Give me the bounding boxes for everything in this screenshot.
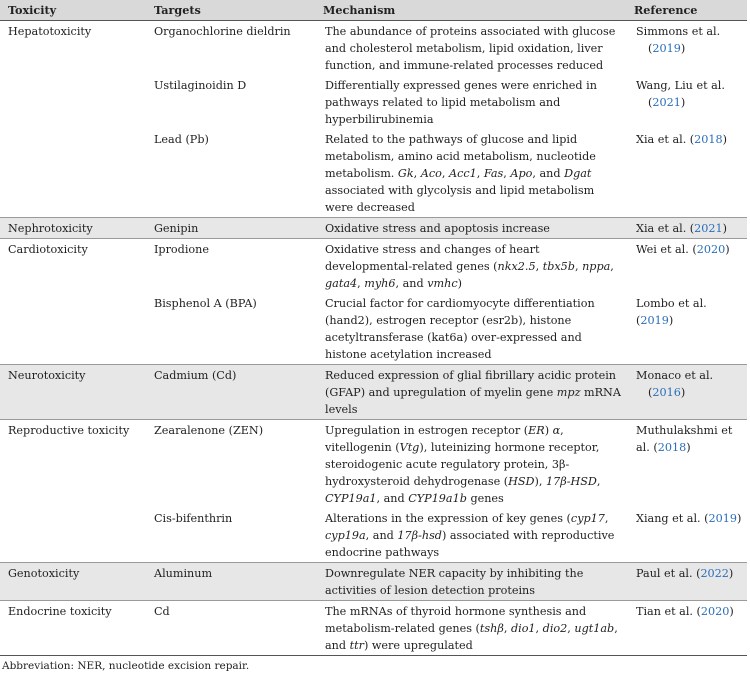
gene-name: α [552,424,561,437]
table-row [0,21,747,76]
toxicity-cell [0,75,146,129]
reference-author: Xia et al. [636,222,687,235]
gene-name: vmhc [427,277,458,290]
gene-name: Vtg [399,441,420,454]
gene-name: myh6 [364,277,396,290]
mechanism-cell: Oxidative stress and changes of heart developmental-related genes (nkx2.5, tbx5b, nppa, gata4, myh6, and vmhc) [315,239,626,294]
gene-name: Dgat [564,167,592,180]
target-cell: Iprodione [146,239,315,294]
target-cell: Ustilaginoidin D [154,79,247,92]
table-row [0,601,747,656]
mechanism-text: genes [466,492,504,505]
mechanism-cell: Related to the pathways of glucose and lipid metabolism, amino acid metabolism, nucleotide metabolism. Gk, Aco, Acc1, Fas, Apo, and Dgat associated with glycolysis and lipid metabolism were decreased [325,133,596,214]
target-cell: Cadmium (Cd) [146,365,315,420]
reference-year-link[interactable]: 2018 [657,441,687,454]
reference-year-link[interactable]: 2022 [700,567,729,580]
target-cell: Cd [146,601,315,656]
reference-cell: Simmons et al. (2019) [636,25,721,55]
mechanism-text: ) [457,277,463,290]
toxicity-cell [0,129,146,218]
gene-name: Apo [510,167,533,180]
toxicity-cell: Nephrotoxicity [0,218,146,239]
gene-name: ugt1ab [574,622,615,635]
mechanism-text: Upregulation in estrogen receptor ( [325,424,529,437]
mechanism-text: , vitellogenin ( [325,424,564,454]
gene-name: cyp17 [570,512,605,525]
reference-cell: Muthulakshmi et al. (2018) [626,420,747,509]
reference-cell: Xia et al. (2021) [626,218,747,239]
table-row [0,218,747,239]
reference-author: Lombo et al. [636,297,707,310]
reference-author: Xiang et al. [636,512,701,525]
reference-cell: Xiang et al. (2019) [636,512,742,525]
gene-name: tshβ [479,622,504,635]
gene-name: ttr [349,639,364,652]
reference-year-link[interactable]: 2020 [700,605,730,618]
reference-year-link[interactable]: 2020 [696,243,726,256]
gene-name: dio2 [542,622,568,635]
header-reference: Reference [626,0,747,21]
reference-author: Wei et al. [636,243,689,256]
mechanism-cell: Oxidative stress and apoptosis increase [315,218,626,239]
target-cell: Cis-bifenthrin [154,512,233,525]
table-row [0,239,747,294]
reference-year-link[interactable]: 2016 [652,386,681,399]
mechanism-text: , [503,622,511,635]
reference-cell: Xia et al. (2018) [636,133,728,146]
reference-year-link[interactable]: 2021 [652,96,681,109]
mechanism-text: The mRNAs of thyroid hormone synthesis and metabolism-related genes ( [325,605,587,635]
reference-author: Simmons et al. [636,25,721,38]
mechanism-text: , [567,622,575,635]
mechanism-text: ) were upregulated [363,639,473,652]
mechanism-text: ) associated with reproductive endocrine pathways [325,529,615,559]
table-header-row [0,0,747,21]
table-row [0,129,747,218]
reference-author: Monaco et al. [636,369,714,382]
reference-year-link[interactable]: 2021 [694,222,723,235]
mechanism-text: Reduced expression of glial fibrillary acidic protein (GFAP) and upregulation of myelin gene [325,369,617,399]
mechanism-cell: Differentially expressed genes were enriched in pathways related to lipid metabolism and hyperbilirubinemia [325,79,597,126]
toxicity-cell: Cardiotoxicity [0,239,146,294]
mechanism-text: associated with glycolysis and lipid metabolism were decreased [325,184,595,214]
target-cell: Organochlorine dieldrin [154,25,291,38]
table-row [0,508,747,563]
mechanism-text: Oxidative stress and changes of heart developmental-related genes ( [325,243,540,273]
toxicity-cell: Neurotoxicity [0,365,146,420]
mechanism-text: ), luteinizing hormone receptor, steroidogenic acute regulatory protein, 3β-hydroxysteroid dehydrogenase ( [325,441,600,488]
table-row [0,420,747,509]
reference-year-link[interactable]: 2018 [694,133,723,146]
reference-cell: Monaco et al. (2016) [626,365,747,420]
header-mechanism: Mechanism [315,0,626,21]
gene-name: nkx2.5 [497,260,536,273]
mechanism-text: , [604,512,609,525]
gene-name: gata4 [325,277,358,290]
toxicity-cell: Reproductive toxicity [0,420,146,509]
mechanism-text: ), [534,475,547,488]
target-cell: Aluminum [146,563,315,601]
gene-name: ER [528,424,545,437]
gene-name: CYP19a1b [408,492,467,505]
mechanism-cell [315,508,626,563]
reference-cell: Wang, Liu et al. (2021) [636,79,725,109]
mechanism-text: , [535,622,543,635]
reference-cell: Tian et al. (2020) [626,601,747,656]
reference-cell: Wei et al. (2020) [626,239,747,294]
gene-name: 17β-HSD [546,475,597,488]
target-cell: Genipin [146,218,315,239]
reference-author: Tian et al. [636,605,693,618]
mechanism-cell [315,365,626,420]
gene-name: Fas [483,167,504,180]
gene-name: Acc1 [448,167,477,180]
gene-name: 17β-hsd [397,529,442,542]
reference-cell: Lombo et al. (2019) [636,297,707,327]
toxicity-cell: Hepatotoxicity [8,25,92,38]
mechanism-text: mRNA levels [325,386,621,416]
toxicity-cell: Endocrine toxicity [0,601,146,656]
target-cell: Bisphenol A (BPA) [154,297,257,310]
mechanism-text: , and [325,622,618,652]
target-cell: Zearalenone (ZEN) [146,420,315,509]
gene-name: Gk [397,167,414,180]
mechanism-cell: Downregulate NER capacity by inhibiting the activities of lesion detection proteins [315,563,626,601]
mechanism-text: , [596,475,601,488]
reference-year-link[interactable]: 2019 [708,512,738,525]
abbreviation-footnote: Abbreviation: NER, nucleotide excision repair. [2,660,250,672]
gene-name: cyp19a [325,529,366,542]
mechanism-cell: Crucial factor for cardiomyocyte differentiation (hand2), estrogen receptor (esr2b), histone acetyltransferase (kat6a) over-expressed and histone acetylation increased [325,297,595,361]
header-toxicity: Toxicity [0,0,146,21]
mechanism-text: Alterations in the expression of key genes ( [325,512,571,525]
target-cell: Lead (Pb) [154,133,209,146]
gene-name: dio1 [510,622,536,635]
mechanism-text: , and [376,492,409,505]
reference-author: Wang, Liu et al. [636,79,725,92]
table-row [0,365,747,420]
reference-author: Xia et al. [636,133,687,146]
gene-name: nppa [582,260,611,273]
mechanism-text: ) [544,424,553,437]
toxicity-cell [0,293,146,365]
gene-name: mpz [556,386,581,399]
toxicity-cell [0,508,146,563]
table-row [0,293,747,365]
reference-author: Paul et al. [636,567,693,580]
mechanism-text: , and [365,529,398,542]
mechanism-cell [315,601,626,656]
gene-name: tbx5b [542,260,575,273]
reference-year-link[interactable]: 2019 [640,314,669,327]
gene-name: CYP19a1 [325,492,377,505]
mechanism-cell [315,420,626,509]
reference-year-link[interactable]: 2019 [652,42,681,55]
header-targets: Targets [146,0,315,21]
table-row [0,563,747,601]
mechanism-text: Related to the pathways of glucose and lipid metabolism, amino acid metabolism, nucleotide metabolism. [325,133,596,180]
table-row [0,75,747,129]
gene-name: HSD [508,475,535,488]
toxicity-cell: Genotoxicity [0,563,146,601]
gene-name: Aco [420,167,442,180]
mechanism-cell: The abundance of proteins associated with glucose and cholesterol metabolism, lipid oxidation, liver function, and immune-related processes reduced [325,25,616,72]
reference-author: Muthulakshmi et al. [636,424,733,454]
reference-cell: Paul et al. (2022) [626,563,747,601]
